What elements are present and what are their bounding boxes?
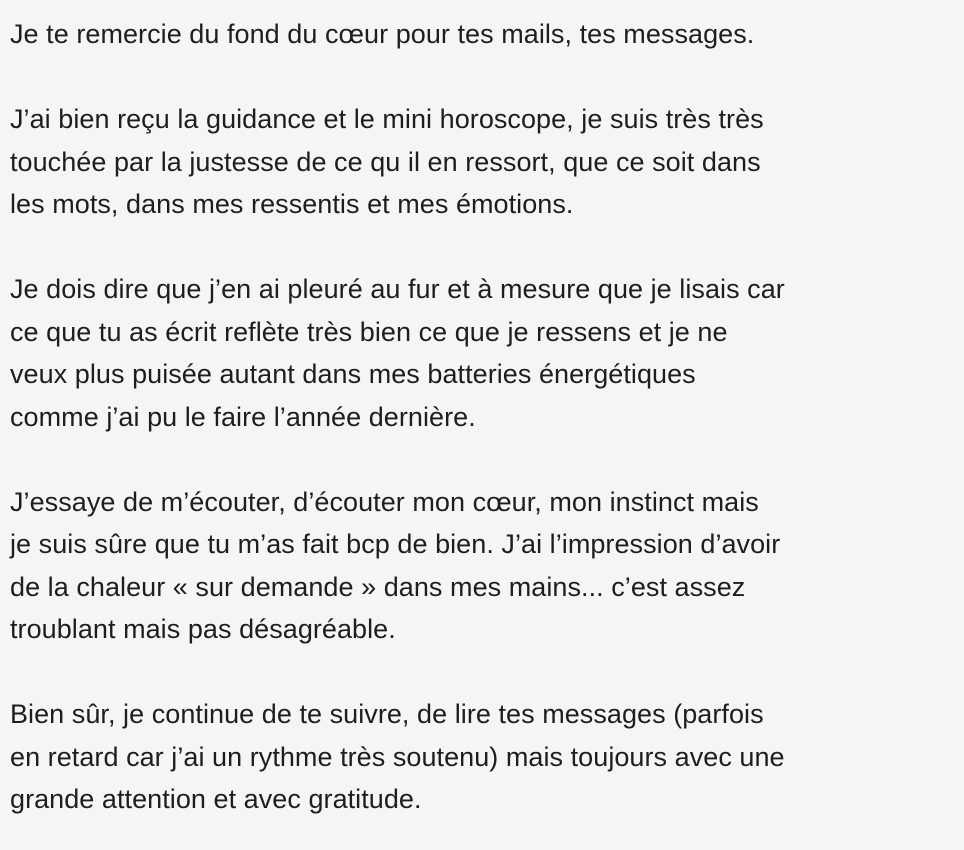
text-line: de la chaleur « sur demande » dans mes mains... c’est assez	[10, 571, 746, 602]
paragraph-emotions	[10, 268, 950, 438]
text-line: J’essaye de m’écouter, d’écouter mon cœur, mon instinct mais	[10, 486, 759, 517]
text-line: Bien sûr, je continue de te suivre, de lire tes messages (parfois	[10, 699, 764, 729]
text-line: en retard car j’ai un rythme très soutenu) mais toujours avec une	[10, 741, 785, 772]
text-line: grande attention et avec gratitude.	[10, 784, 422, 814]
text-line: touchée par la justesse de ce qu il en ressort, que ce soit dans	[10, 146, 761, 177]
paragraph-guidance	[10, 98, 950, 226]
text-line: comme j’ai pu le faire l’année dernière.	[10, 401, 476, 432]
text-line: troublant mais pas désagréable.	[10, 614, 396, 644]
text-line: Je te remercie du fond du cœur pour tes mails, tes messages.	[10, 19, 755, 49]
text-line: Je dois dire que j’en ai pleuré au fur et à mesure que je lisais car	[10, 274, 785, 304]
text-line: J’ai bien reçu la guidance et le mini horoscope, je suis très très	[10, 104, 764, 134]
text-line: ce que tu as écrit reflète très bien ce que je ressens et je ne	[10, 316, 728, 347]
text-line: je suis sûre que tu m’as fait bcp de bien. J’ai l’impression d’avoir	[10, 529, 781, 559]
message-body	[10, 13, 950, 821]
text-line: les mots, dans mes ressentis et mes émotions.	[10, 189, 574, 219]
paragraph-thanks	[10, 13, 950, 56]
paragraph-listening	[10, 481, 950, 651]
text-line: veux plus puisée autant dans mes batteries énergétiques	[10, 359, 696, 389]
paragraph-gratitude	[10, 693, 950, 821]
